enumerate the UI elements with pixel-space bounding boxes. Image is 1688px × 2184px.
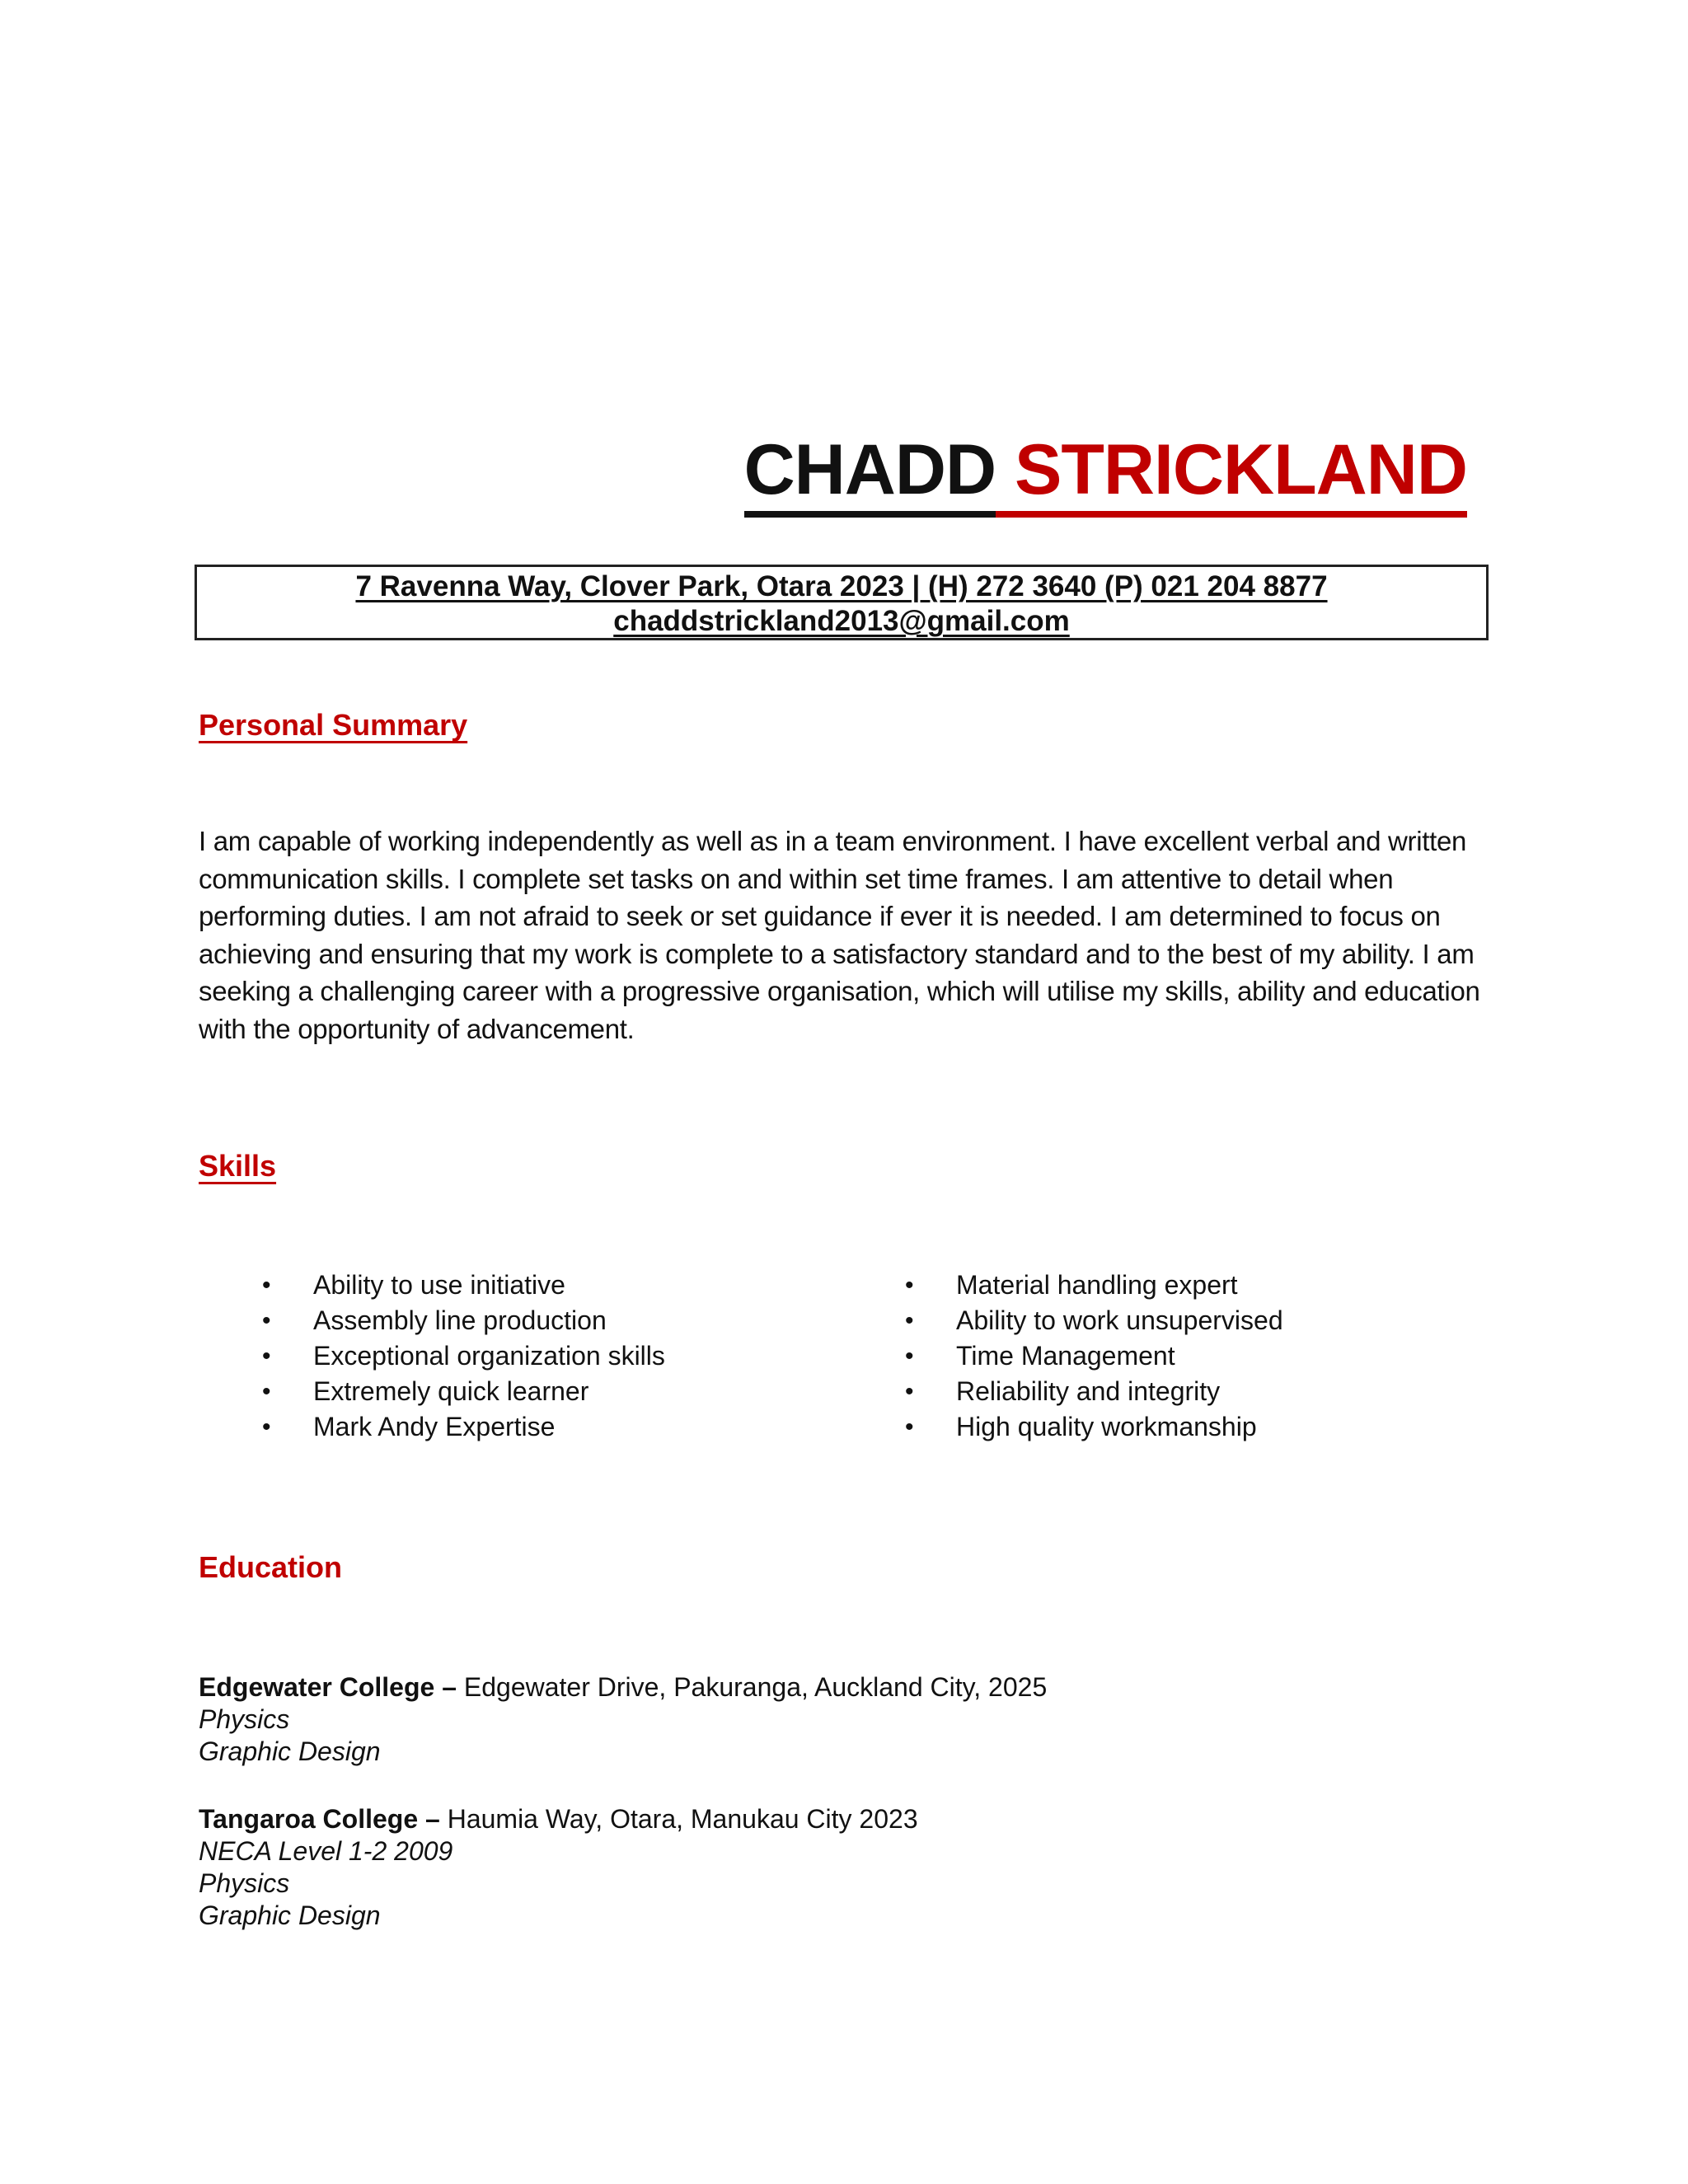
personal-summary-text: I am capable of working independently as well as in a team environment. I have excellent verbal and written communication skills. I complete set tasks on and within set time frames. I am attentive to detail when performing duties. I am not afraid to seek or set guidance if ever it is needed. I am determined to focus on achieving and ensuring that my work is complete to a satisfactory standard and to the best of my ability. I am seeking a challenging career with a progressive organisation, which will utilise my skills, ability and education with the opportunity of advancement. bbox=[199, 826, 1480, 1044]
school-details: Edgewater Drive, Pakuranga, Auckland City, 2025 bbox=[463, 1672, 1048, 1702]
bullet-icon: • bbox=[905, 1343, 914, 1370]
skill-item: • Extremely quick learner bbox=[262, 1374, 665, 1409]
bullet-icon: • bbox=[262, 1413, 271, 1441]
first-name: CHADD bbox=[744, 430, 996, 518]
subject: NECA Level 1-2 2009 bbox=[199, 1836, 453, 1866]
skills-heading: Skills bbox=[199, 1149, 277, 1183]
last-name-text: STRICKLAND bbox=[1015, 430, 1467, 509]
last-name bbox=[996, 430, 1467, 518]
bullet-icon: • bbox=[905, 1307, 914, 1334]
bullet-icon: • bbox=[262, 1272, 271, 1299]
subject: Physics bbox=[199, 1868, 290, 1898]
school-name: Tangaroa College – bbox=[199, 1804, 440, 1834]
education-entry-edgewater bbox=[199, 1671, 1047, 1768]
skill-item: • Reliability and integrity bbox=[905, 1374, 1283, 1409]
skills-list-left bbox=[262, 1268, 665, 1445]
education-entry-tangaroa bbox=[199, 1803, 918, 1932]
skill-item: • Exceptional organization skills bbox=[262, 1338, 665, 1374]
email-link[interactable]: chaddstrickland2013@gmail.com bbox=[613, 605, 1070, 637]
skill-item: • Mark Andy Expertise bbox=[262, 1409, 665, 1445]
contact-email-line bbox=[197, 604, 1486, 639]
personal-summary-heading: Personal Summary bbox=[199, 708, 468, 742]
school-name: Edgewater College – bbox=[199, 1672, 457, 1702]
subject: Graphic Design bbox=[199, 1900, 381, 1930]
skill-item: • Material handling expert bbox=[905, 1268, 1283, 1303]
bullet-icon: • bbox=[905, 1378, 914, 1405]
bullet-icon: • bbox=[262, 1343, 271, 1370]
skill-item: • Ability to work unsupervised bbox=[905, 1303, 1283, 1338]
skill-item: • Ability to use initiative bbox=[262, 1268, 665, 1303]
skills-list-right bbox=[905, 1268, 1283, 1445]
skill-item: • High quality workmanship bbox=[905, 1409, 1283, 1445]
bullet-icon: • bbox=[905, 1272, 914, 1299]
education-heading: Education bbox=[199, 1550, 343, 1584]
school-details: Haumia Way, Otara, Manukau City 2023 bbox=[447, 1804, 918, 1834]
subject: Physics bbox=[199, 1704, 290, 1734]
skill-item: • Time Management bbox=[905, 1338, 1283, 1374]
skill-item: • Assembly line production bbox=[262, 1303, 665, 1338]
bullet-icon: • bbox=[262, 1307, 271, 1334]
address-phone: 7 Ravenna Way, Clover Park, Otara 2023 | (H) 272 3640 (P) 021 204 8877 bbox=[355, 570, 1328, 602]
candidate-name bbox=[742, 429, 1467, 511]
contact-address-line bbox=[197, 569, 1486, 604]
bullet-icon: • bbox=[262, 1378, 271, 1405]
subject: Graphic Design bbox=[199, 1736, 381, 1766]
bullet-icon: • bbox=[905, 1413, 914, 1441]
contact-box bbox=[195, 565, 1489, 640]
